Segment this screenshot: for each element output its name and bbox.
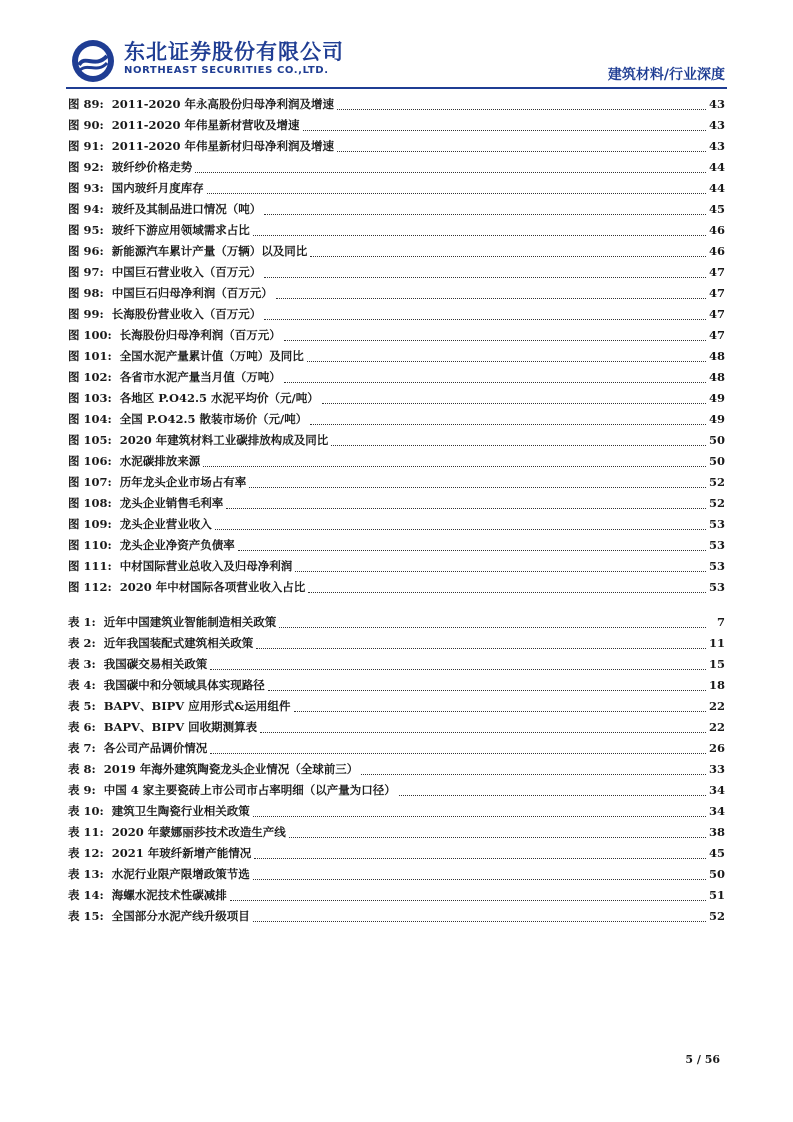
entry-page: 34 [708, 783, 725, 797]
dot-leader [264, 214, 706, 215]
entry-number: 表 15: [68, 909, 104, 923]
entry-title: 长海股份归母净利润（百万元） [119, 328, 281, 342]
entry-number: 图 91: [68, 139, 104, 153]
page-number: 5 / 56 [685, 1053, 720, 1066]
entry-number: 图 100: [68, 328, 112, 342]
entry-title: 中国 4 家主要瓷砖上市公司市占率明细（以产量为口径） [103, 783, 396, 797]
figure-index-entry[interactable] [68, 262, 725, 283]
entry-title: 2020 年蒙娜丽莎技术改造生产线 [111, 825, 286, 839]
dot-leader [253, 879, 706, 880]
dot-leader [210, 669, 706, 670]
entry-page: 47 [708, 307, 725, 321]
entry-number: 图 98: [68, 286, 104, 300]
entry-page: 46 [708, 244, 725, 258]
entry-number: 图 93: [68, 181, 104, 195]
entry-title: BAPV、BIPV 应用形式&运用组件 [103, 699, 291, 713]
entry-number: 表 6: [68, 720, 96, 734]
entry-title: 国内玻纤月度库存 [111, 181, 204, 195]
dot-leader [226, 508, 706, 509]
dot-leader [253, 816, 706, 817]
table-index-entry[interactable] [68, 906, 725, 927]
entry-title: 玻纤下游应用领域需求占比 [111, 223, 250, 237]
figure-index [68, 94, 725, 598]
entry-number: 图 97: [68, 265, 104, 279]
dot-leader [253, 235, 706, 236]
entry-number: 表 9: [68, 783, 96, 797]
entry-number: 图 101: [68, 349, 112, 363]
entry-title: 水泥行业限产限增政策节选 [111, 867, 250, 881]
entry-page: 51 [708, 888, 725, 902]
dot-leader [295, 571, 706, 572]
entry-number: 表 1: [68, 615, 96, 629]
entry-page: 53 [708, 538, 725, 552]
entry-page: 45 [708, 846, 725, 860]
entry-number: 表 4: [68, 678, 96, 692]
table-index-entry[interactable] [68, 885, 725, 906]
dot-leader [276, 298, 706, 299]
entry-page: 53 [708, 517, 725, 531]
entry-page: 33 [708, 762, 725, 776]
dot-leader [322, 403, 706, 404]
entry-title: 新能源汽车累计产量（万辆）以及同比 [111, 244, 308, 258]
entry-number: 表 11: [68, 825, 104, 839]
entry-number: 图 110: [68, 538, 112, 552]
entry-page: 45 [708, 202, 725, 216]
table-index-entry[interactable] [68, 654, 725, 675]
entry-title: 中材国际营业总收入及归母净利润 [119, 559, 293, 573]
figure-index-entry[interactable] [68, 430, 725, 451]
dot-leader [256, 648, 706, 649]
entry-page: 52 [708, 496, 725, 510]
figure-index-entry[interactable] [68, 178, 725, 199]
entry-title: 各省市水泥产量当月值（万吨） [119, 370, 281, 384]
dot-leader [310, 424, 706, 425]
entry-title: 2019 年海外建筑陶瓷龙头企业情况（全球前三） [103, 762, 359, 776]
entry-page: 22 [708, 699, 725, 713]
figure-index-entry[interactable] [68, 451, 725, 472]
entry-number: 图 106: [68, 454, 112, 468]
entry-number: 图 102: [68, 370, 112, 384]
dot-leader [215, 529, 706, 530]
entry-number: 图 92: [68, 160, 104, 174]
table-index-entry[interactable] [68, 612, 725, 633]
entry-title: 全国 P.O42.5 散装市场价（元/吨） [119, 412, 308, 426]
dot-leader [230, 900, 706, 901]
entry-number: 图 108: [68, 496, 112, 510]
entry-number: 图 105: [68, 433, 112, 447]
entry-number: 图 109: [68, 517, 112, 531]
table-index-entry[interactable] [68, 759, 725, 780]
table-index-entry[interactable] [68, 864, 725, 885]
figure-index-entry[interactable] [68, 199, 725, 220]
entry-page: 52 [708, 909, 725, 923]
entry-title: 建筑卫生陶瓷行业相关政策 [111, 804, 250, 818]
table-index-entry[interactable] [68, 780, 725, 801]
entry-title: 2011-2020 年伟星新材归母净利润及增速 [111, 139, 335, 153]
figure-index-entry[interactable] [68, 304, 725, 325]
entry-title: 我国碳中和分领域具体实现路径 [103, 678, 265, 692]
figure-index-entry[interactable] [68, 367, 725, 388]
dot-leader [303, 130, 706, 131]
table-index [68, 612, 725, 927]
entry-number: 图 94: [68, 202, 104, 216]
entry-title: 水泥碳排放来源 [119, 454, 201, 468]
figure-index-entry[interactable] [68, 283, 725, 304]
table-index-entry[interactable] [68, 696, 725, 717]
figure-index-entry[interactable] [68, 241, 725, 262]
table-index-entry[interactable] [68, 717, 725, 738]
entry-title: 各地区 P.O42.5 水泥平均价（元/吨） [119, 391, 319, 405]
entry-title: 龙头企业销售毛利率 [119, 496, 224, 510]
dot-leader [264, 319, 706, 320]
entry-title: 海螺水泥技术性碳减排 [111, 888, 227, 902]
entry-page: 47 [708, 265, 725, 279]
figure-index-entry[interactable] [68, 94, 725, 115]
entry-page: 46 [708, 223, 725, 237]
figure-index-entry[interactable] [68, 157, 725, 178]
header-divider [66, 87, 727, 89]
dot-leader [254, 858, 706, 859]
entry-title: 玻纤纱价格走势 [111, 160, 193, 174]
company-name-cn: 东北证券股份有限公司 [124, 40, 344, 64]
entry-page: 47 [708, 286, 725, 300]
figure-index-entry[interactable] [68, 220, 725, 241]
dot-leader [337, 109, 706, 110]
figure-index-entry[interactable] [68, 325, 725, 346]
entry-number: 表 3: [68, 657, 96, 671]
entry-page: 43 [708, 97, 725, 111]
entry-number: 图 89: [68, 97, 104, 111]
dot-leader [308, 592, 706, 593]
dot-leader [268, 690, 706, 691]
dot-leader [284, 340, 706, 341]
entry-title: 近年中国建筑业智能制造相关政策 [103, 615, 277, 629]
entry-title: 各公司产品调价情况 [103, 741, 208, 755]
entry-page: 38 [708, 825, 725, 839]
entry-title: 全国水泥产量累计值（万吨）及同比 [119, 349, 304, 363]
figure-index-entry[interactable] [68, 409, 725, 430]
entry-title: 2020 年建筑材料工业碳排放构成及同比 [119, 433, 329, 447]
entry-number: 图 96: [68, 244, 104, 258]
dot-leader [195, 172, 706, 173]
entry-page: 7 [716, 615, 725, 629]
dot-leader [203, 466, 706, 467]
entry-title: 龙头企业净资产负债率 [119, 538, 235, 552]
figure-index-entry[interactable] [68, 577, 725, 598]
company-name-en: NORTHEAST SECURITIES CO.,LTD. [124, 65, 329, 76]
entry-page: 48 [708, 349, 725, 363]
entry-title: 2020 年中材国际各项营业收入占比 [119, 580, 306, 594]
entry-number: 表 12: [68, 846, 104, 860]
dot-leader [249, 487, 706, 488]
entry-page: 44 [708, 160, 725, 174]
entry-page: 22 [708, 720, 725, 734]
dot-leader [210, 753, 706, 754]
dot-leader [289, 837, 706, 838]
page-header [0, 0, 793, 92]
dot-leader [361, 774, 706, 775]
entry-page: 52 [708, 475, 725, 489]
figure-index-entry[interactable] [68, 493, 725, 514]
entry-number: 表 13: [68, 867, 104, 881]
dot-leader [238, 550, 706, 551]
entry-number: 图 95: [68, 223, 104, 237]
dot-leader [331, 445, 706, 446]
figure-index-entry[interactable] [68, 346, 725, 367]
entry-number: 图 112: [68, 580, 112, 594]
dot-leader [310, 256, 706, 257]
table-index-entry[interactable] [68, 633, 725, 654]
entry-number: 表 5: [68, 699, 96, 713]
entry-page: 43 [708, 118, 725, 132]
entry-number: 图 103: [68, 391, 112, 405]
dot-leader [294, 711, 706, 712]
entry-title: 中国巨石归母净利润（百万元） [111, 286, 273, 300]
entry-number: 表 2: [68, 636, 96, 650]
entry-title: 龙头企业营业收入 [119, 517, 212, 531]
figure-index-entry[interactable] [68, 472, 725, 493]
entry-number: 表 14: [68, 888, 104, 902]
entry-title: 我国碳交易相关政策 [103, 657, 208, 671]
entry-title: 近年我国装配式建筑相关政策 [103, 636, 254, 650]
figure-index-entry[interactable] [68, 556, 725, 577]
entry-number: 表 8: [68, 762, 96, 776]
figure-index-entry[interactable] [68, 514, 725, 535]
entry-page: 18 [708, 678, 725, 692]
entry-page: 44 [708, 181, 725, 195]
entry-title: 中国巨石营业收入（百万元） [111, 265, 262, 279]
entry-number: 图 104: [68, 412, 112, 426]
entry-number: 表 10: [68, 804, 104, 818]
dot-leader [264, 277, 706, 278]
entry-title: 2011-2020 年伟星新材营收及增速 [111, 118, 300, 132]
dot-leader [207, 193, 706, 194]
entry-page: 26 [708, 741, 725, 755]
entry-page: 53 [708, 559, 725, 573]
figure-index-entry[interactable] [68, 388, 725, 409]
entry-page: 34 [708, 804, 725, 818]
entry-page: 43 [708, 139, 725, 153]
dot-leader [337, 151, 706, 152]
entry-number: 图 99: [68, 307, 104, 321]
figure-index-entry[interactable] [68, 136, 725, 157]
figure-index-entry[interactable] [68, 115, 725, 136]
entry-number: 图 107: [68, 475, 112, 489]
table-index-entry[interactable] [68, 675, 725, 696]
table-index-entry[interactable] [68, 738, 725, 759]
entry-title: 2021 年玻纤新增产能情况 [111, 846, 252, 860]
entry-title: 全国部分水泥产线升级项目 [111, 909, 250, 923]
entry-number: 图 90: [68, 118, 104, 132]
entry-title: 2011-2020 年永高股份归母净利润及增速 [111, 97, 335, 111]
table-index-entry[interactable] [68, 822, 725, 843]
dot-leader [260, 732, 706, 733]
entry-page: 53 [708, 580, 725, 594]
dot-leader [253, 921, 706, 922]
entry-number: 图 111: [68, 559, 112, 573]
entry-title: BAPV、BIPV 回收期测算表 [103, 720, 258, 734]
entry-page: 50 [708, 454, 725, 468]
entry-page: 49 [708, 391, 725, 405]
entry-page: 15 [708, 657, 725, 671]
entry-page: 11 [708, 636, 725, 650]
northeast-securities-logo-icon [70, 38, 116, 84]
table-index-entry[interactable] [68, 801, 725, 822]
entry-title: 长海股份营业收入（百万元） [111, 307, 262, 321]
dot-leader [307, 361, 706, 362]
entry-title: 玻纤及其制品进口情况（吨） [111, 202, 262, 216]
figure-index-entry[interactable] [68, 535, 725, 556]
entry-title: 历年龙头企业市场占有率 [119, 475, 247, 489]
table-index-entry[interactable] [68, 843, 725, 864]
entry-page: 50 [708, 867, 725, 881]
entry-page: 47 [708, 328, 725, 342]
entry-page: 49 [708, 412, 725, 426]
report-category: 建筑材料/行业深度 [607, 67, 725, 83]
entry-page: 48 [708, 370, 725, 384]
entry-page: 50 [708, 433, 725, 447]
entry-number: 表 7: [68, 741, 96, 755]
dot-leader [284, 382, 706, 383]
dot-leader [399, 795, 706, 796]
dot-leader [279, 627, 706, 628]
